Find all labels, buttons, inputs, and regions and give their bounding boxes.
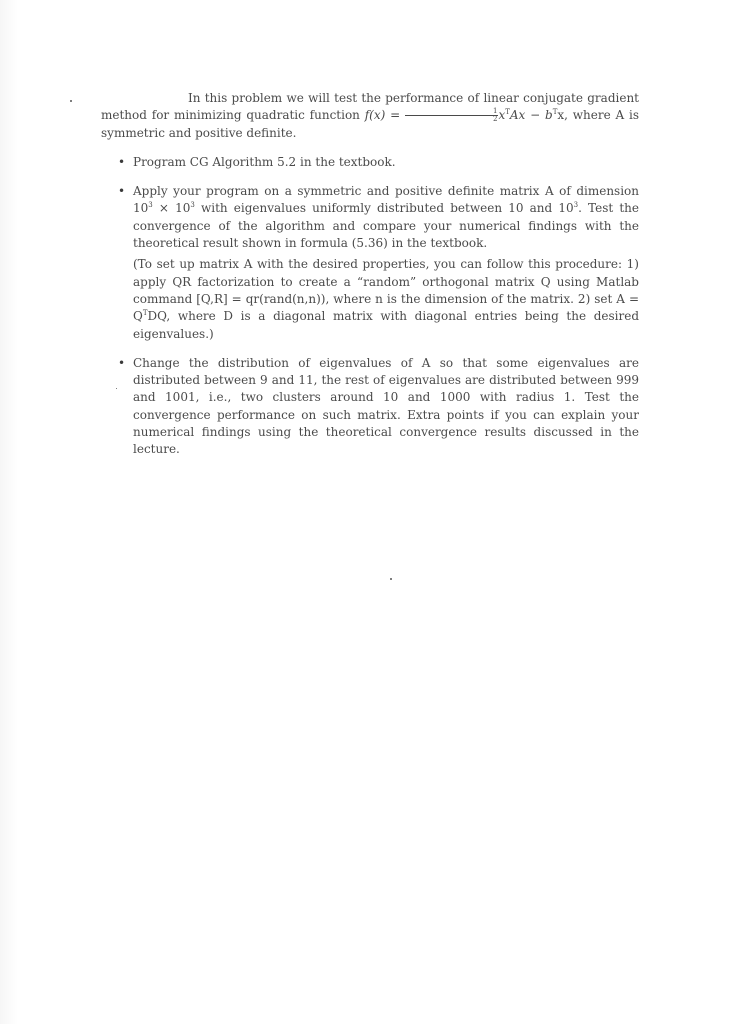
function-label: f(x) =: [364, 108, 405, 123]
scan-speck: [390, 578, 392, 580]
quad-var: x: [498, 108, 506, 123]
task-list: [101, 154, 639, 459]
task-item-apply-program: • Apply your program on a symmetric and positive definite matrix A of dimension $10^3 \times 10^3$ with eigenvalues uniformly distributed between 10 and $10^3$. Test the convergence of the algorithm and compare your numerical findings with the theoretical result shown in formula (5.36) in the textbook. (To set up matrix A with the desired properties, you can follow this procedure: 1) apply QR factorization to create a “random” orthogonal matrix Q using Matlab command [Q,R] = qr(rand(n,n)), where n is the dimension of the matrix. 2) set $A = Q^TDQ$, where D is a diagonal matrix with diagonal entries being the desired eigenvalues.): [133, 183, 639, 343]
problem-text: [101, 90, 639, 459]
intro-line-2-start: method for minimizing quadratic function: [101, 108, 365, 123]
quad-rest: Ax − b: [509, 108, 553, 123]
intro-line-3: positive definite.: [195, 125, 297, 140]
linear-term-rest: x, where A is symmetric and: [101, 108, 639, 140]
task-item-change-distribution: • Change the distribution of eigenvalues of A so that some eigenvalues are distributed between 9 and 11, the rest of eigenvalues are distributed between 999 and 1001, i.e., two clusters around 10 and 1000 with radius 1. Test the convergence performance on such matrix. Extra points if you can explain your numerical findings using the theoretical convergence results discussed in the lecture.: [133, 355, 639, 459]
intro-line-1: In this problem we will test the performance of linear conjugate gradient: [188, 91, 639, 105]
setup-procedure-note: (To set up matrix A with the desired properties, you can follow this procedure: 1) apply QR factorization to create a “random” orthogonal matrix Q using Matlab command [Q,R] = qr(rand(n,n)), where n is the dimension of the matrix. 2) set $A = Q^TDQ$, where D is a diagonal matrix with diagonal entries being the desired eigenvalues.): [133, 257, 639, 341]
transpose-mark: T: [552, 108, 558, 117]
scan-speck: [70, 100, 72, 102]
page-edge-shadow: [0, 0, 18, 1024]
task-item-program-cg: • Program CG Algorithm 5.2 in the textbook.: [133, 154, 639, 171]
intro-paragraph: [101, 90, 639, 142]
transpose-mark: T: [505, 108, 510, 117]
one-half-fraction: $\frac{1}{2}$: [405, 108, 498, 123]
